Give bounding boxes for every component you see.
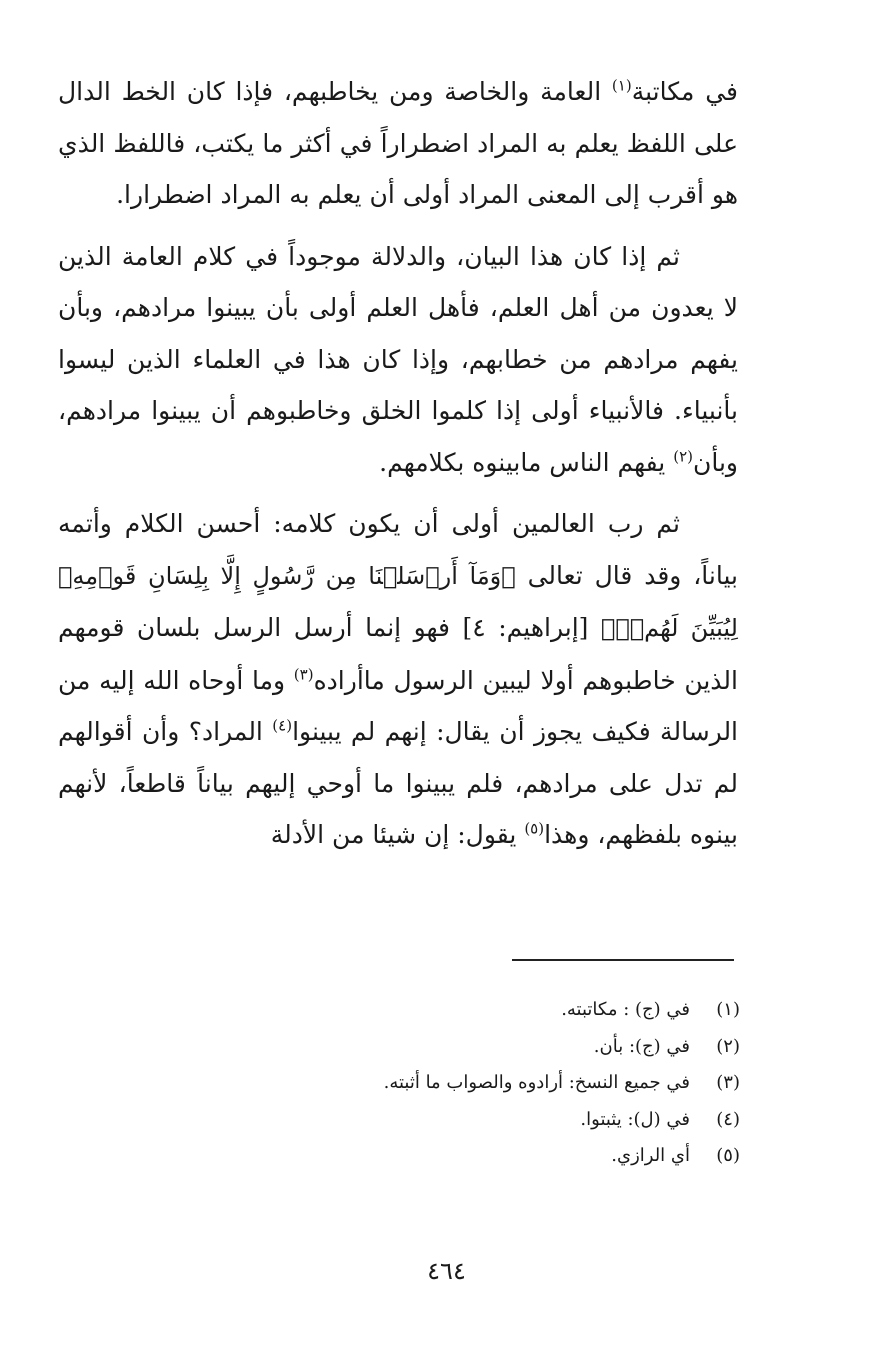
footnote-number: (١) xyxy=(716,999,740,1020)
paragraph-1 xyxy=(58,66,738,221)
paragraph-2 xyxy=(58,231,738,489)
footnote-number: (٢) xyxy=(716,1035,740,1057)
footnote-ref-1: (١) xyxy=(611,76,632,95)
footnote-2 xyxy=(200,1029,740,1066)
footnotes xyxy=(200,992,740,1175)
footnote-5 xyxy=(200,1138,740,1175)
paragraph-2-text-b: يفهم الناس مابينوه بكلامهم. xyxy=(379,447,674,477)
footnote-text: في (ج) : مكاتبته. xyxy=(561,999,690,1020)
paragraph-3 xyxy=(58,498,738,861)
footnote-1 xyxy=(200,992,740,1029)
paragraph-3-text-a: ثم رب العالمين أولى أن يكون كلامه: أحسن الكلام وأتمه بياناً، وقد قال تعالى xyxy=(58,509,738,590)
footnote-text: في جميع النسخ: أرادوه والصواب ما أثبته. xyxy=(383,1072,690,1093)
paragraph-1-text-a: في مكاتبة xyxy=(631,77,738,106)
footnote-ref-3: (٣) xyxy=(293,665,314,684)
footnote-number: (٣) xyxy=(716,1072,740,1093)
paragraph-3-text-b: [إبراهيم: ٤] فهو إنما أرسل الرسل بلسان قومهم الذين خاطبوهم أولا ليبين الرسول ماأراده xyxy=(58,613,738,695)
paragraph-1-text-b: العامة والخاصة ومن يخاطبهم، فإذا كان الخط الدال على اللفظ يعلم به المراد اضطراراً في أكثر ما يكتب، فاللفظ الذي هو أقرب إلى المعنى المراد أولى أن يعلم به المراد اضطرارا. xyxy=(58,77,738,209)
footnote-separator xyxy=(512,959,734,961)
footnote-text: في (ج): بأن. xyxy=(593,1035,690,1057)
quran-verse: ﴿وَمَآ أَرۡسَلۡنَا مِن رَّسُولٍ إِلَّا بِلِسَانِ قَوۡمِهِۦ لِيُبَيِّنَ لَهُمۡۖ﴾ xyxy=(58,561,738,642)
footnote-number: (٥) xyxy=(716,1145,740,1166)
footnote-ref-2: (٢) xyxy=(673,447,693,466)
footnote-4 xyxy=(200,1102,740,1139)
paragraph-3-text-c: وما أوحاه الله إليه من الرسالة فكيف يجوز أن يقال: إنهم لم يبينوا xyxy=(58,665,739,746)
footnote-number: (٤) xyxy=(716,1108,740,1130)
paragraph-3-text-e: يقول: إن شيئا من الأدلة xyxy=(270,820,525,849)
footnote-text: في (ل): يثبتوا. xyxy=(580,1108,690,1130)
page-number: ٤٦٤ xyxy=(427,1257,466,1285)
main-text xyxy=(58,66,738,871)
footnote-ref-4: (٤) xyxy=(272,716,293,735)
footnote-3 xyxy=(200,1065,740,1102)
paragraph-3-text-d: المراد؟ وأن أقوالهم لم تدل على مرادهم، فلم يبينوا ما أوحي إليهم بياناً قاطعاً، لأنهم بينوه بلفظهم، وهذا xyxy=(58,717,738,849)
footnote-ref-5: (٥) xyxy=(524,819,545,838)
footnote-text: أي الرازي. xyxy=(611,1145,690,1166)
paragraph-2-text-a: ثم إذا كان هذا البيان، والدلالة موجوداً في كلام العامة الذين لا يعدون من أهل العلم، فأهل العلم أولى بأن يبينوا مرادهم، وبأن يفهم مرادهم من خطابهم، وإذا كان هذا في العلماء الذين ليسوا بأنبياء. فالأنبياء أولى إذا كلموا الخلق وخاطبوهم أن يبينوا مرادهم، وبأن xyxy=(58,241,738,477)
